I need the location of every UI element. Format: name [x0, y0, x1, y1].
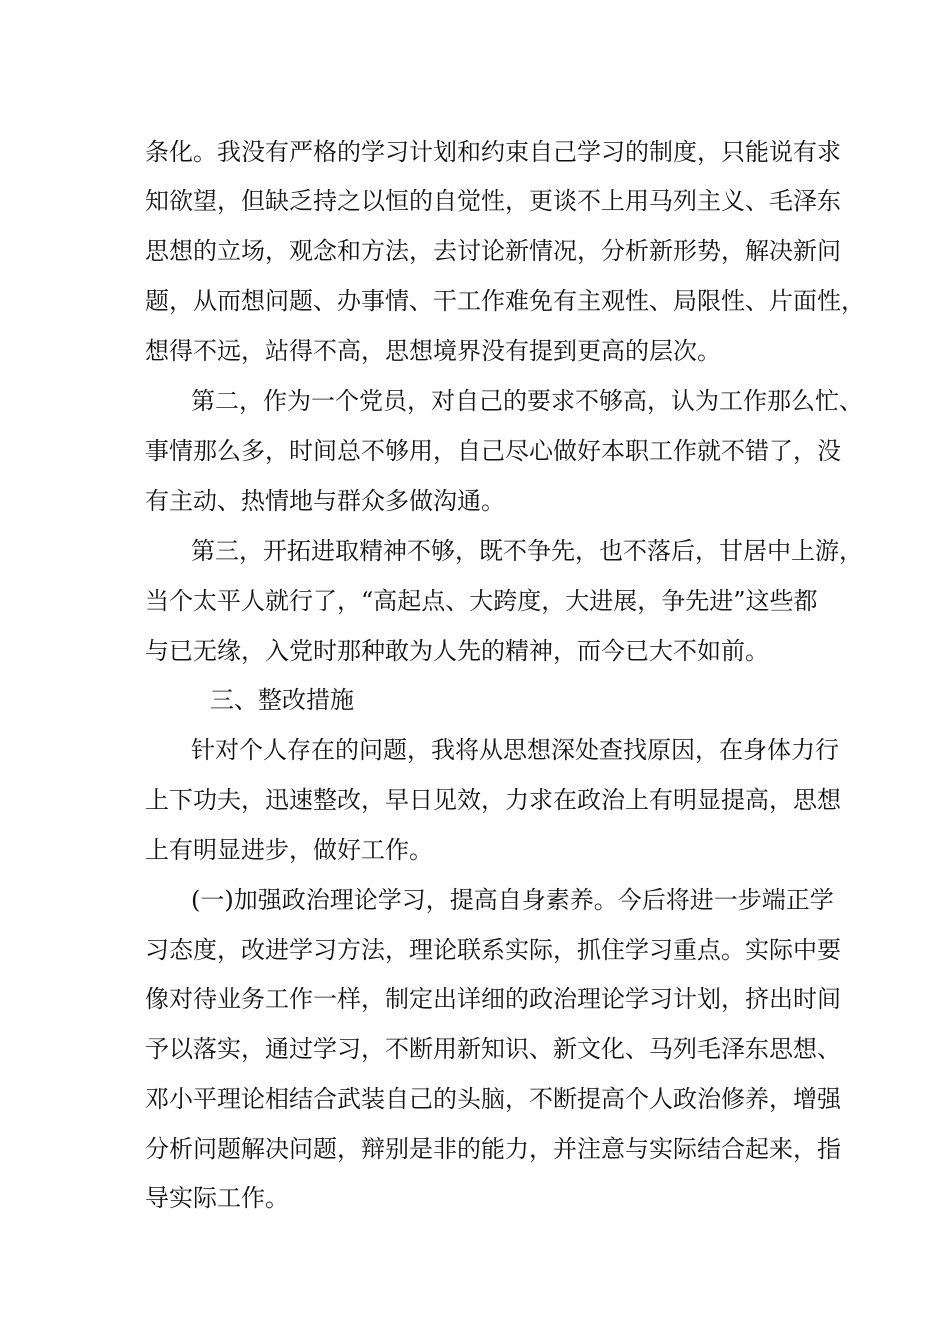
paragraph-start-line: (一)加强政治理论学习，提高自身素养。今后将进一步端正学 — [191, 886, 834, 914]
text-line: 题，从而想问题、办事情、干工作难免有主观性、局限性、片面性， — [145, 287, 865, 315]
text-line: 思想的立场，观念和方法，去讨论新情况，分析新形势，解决新问 — [145, 237, 841, 265]
text-line: 与已无缘，入党时那种敢为人先的精神，而今已大不如前。 — [145, 637, 769, 665]
text-line: 像对待业务工作一样，制定出详细的政治理论学习计划，挤出时间 — [145, 985, 841, 1013]
text-line: 上有明显进步，做好工作。 — [145, 836, 433, 864]
text-line: 邓小平理论相结合武装自己的头脑，不断提高个人政治修养，增强 — [145, 1085, 841, 1113]
text-line: 事情那么多，时间总不够用，自己尽心做好本职工作就不错了，没 — [145, 437, 841, 465]
text-line: 当个太平人就行了，“高起点、大跨度，大进展，争先进”这些都 — [145, 587, 818, 615]
text-line: 分析问题解决问题，辩别是非的能力，并注意与实际结合起来，指 — [145, 1135, 841, 1163]
text-line: 条化。我没有严格的学习计划和约束自己学习的制度，只能说有求 — [145, 138, 841, 166]
paragraph-start-line: 第三，开拓进取精神不够，既不争先，也不落后，甘居中上游， — [191, 537, 863, 565]
paragraph-start-line: 针对个人存在的问题，我将从思想深处查找原因，在身体力行 — [191, 736, 839, 764]
text-line: 想得不远，站得不高，思想境界没有提到更高的层次。 — [145, 337, 721, 365]
text-line: 习态度，改进学习方法，理论联系实际，抓住学习重点。实际中要 — [145, 936, 841, 964]
text-line: 导实际工作。 — [145, 1184, 289, 1212]
paragraph-start-line: 第二，作为一个党员，对自己的要求不够高，认为工作那么忙、 — [191, 387, 863, 415]
text-line: 知欲望，但缺乏持之以恒的自觉性，更谈不上用马列主义、毛泽东 — [145, 187, 841, 215]
section-heading: 三、整改措施 — [210, 686, 354, 714]
text-line: 有主动、热情地与群众多做沟通。 — [145, 487, 505, 515]
text-line: 予以落实，通过学习，不断用新知识、新文化、马列毛泽东思想、 — [145, 1035, 841, 1063]
text-line: 上下功夫，迅速整改，早日见效，力求在政治上有明显提高，思想 — [145, 786, 841, 814]
